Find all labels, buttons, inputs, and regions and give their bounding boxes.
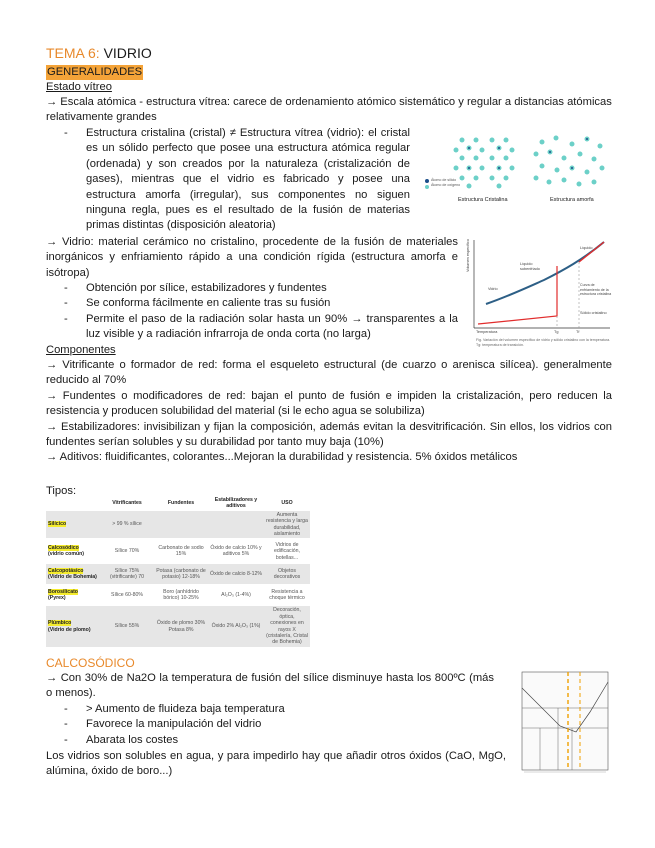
componente-fundentes: → Fundentes o modificadores de red: bajan el punto de fusión e impiden la cristalización, pero reducen la resistencia y producen solubilidad del material (si le echo agua se solubiliza) [46, 389, 612, 418]
title-name: VIDRIO [103, 45, 152, 61]
bullet-list-vidrio [64, 281, 458, 343]
bullet-fluidez: - > Aumento de fluideza baja temperatura [64, 702, 484, 717]
table-cell: Óxido de calcio 10% y aditivos 5% [210, 545, 262, 558]
vol-label-curva: Curva de enfriamiento de la estructura cristalina [580, 283, 612, 297]
vol-label-tg: Tg [554, 330, 559, 334]
table-cell: Óxido 2% Al₂O₃ (1%) [208, 606, 264, 646]
label-crystal: Estructura Cristalina [458, 197, 508, 203]
bullet-list-estructura [64, 126, 410, 234]
legend-silicon: Átomo de silicio [431, 178, 457, 182]
table-cell: Vidrios de edificación, botellas... [274, 541, 300, 561]
amorphous-structure [534, 136, 605, 187]
page-title [46, 45, 152, 62]
subheading-estado-vitreo: Estado vítreo [46, 81, 112, 93]
tipos-table [46, 496, 310, 647]
table-row [46, 564, 310, 584]
table-cell: Sílice 70% [114, 548, 140, 555]
bullet-radiacion: - Permite el paso de la radiación solar hasta un 90% → transparentes a la luz visible y a radiación infrarroja de onda corta (no larga) [64, 312, 458, 343]
vol-label-subenfriado: Líquido subenfriado [520, 262, 540, 271]
table-cell: > 99 % sílice [100, 511, 154, 539]
table-row [46, 511, 310, 539]
legend-oxygen: Átomo de oxígeno [431, 183, 461, 187]
vol-label-tf: Tf [576, 330, 580, 334]
table-cell: Óxido de plomo 30% Potasa 8% [154, 606, 208, 646]
oxygen-atom-icon [425, 185, 429, 189]
section-heading-generalidades: GENERALIDADES [46, 65, 143, 80]
table-cell: Decoración, óptica, conexiones en rayos X (cristalería, Cristal de Bohemia) [264, 606, 310, 646]
phase-diagram-figure [510, 668, 612, 780]
table-row [46, 584, 310, 606]
type-name-cell: Silícico [46, 511, 100, 539]
table-row [46, 538, 310, 564]
header-cell: Fundentes [167, 500, 195, 507]
componente-estabilizadores: → Estabilizadores: invisibilizan y fijan la composición, además evitan la desvitrificación. Sin ellos, los vidrios con fundentes serían solubles y su durabilidad por tanto muy baja (10%) [46, 420, 612, 449]
table-cell [154, 511, 208, 539]
table-row [46, 606, 310, 646]
type-name-cell: Calcopotásico (Vidrio de Bohemia) [46, 564, 100, 584]
type-name-cell: Calcosódico (vidrio común) [48, 545, 85, 558]
vol-label-liquido: Líquido [580, 246, 593, 250]
subheading-componentes: Componentes [46, 344, 116, 356]
vol-label-solido: Sólido cristalino [580, 311, 607, 315]
table-cell [208, 511, 264, 539]
vol-caption: Fig. Variación del volumen específico de vidrio y sólido cristalino con la temperatura. Tg: temperatura de transición. [476, 338, 611, 347]
section-heading-calcosodico: CALCOSÓDICO [46, 656, 135, 670]
label-amorphous: Estructura amorfa [550, 197, 594, 203]
silicon-atom-icon [425, 179, 429, 183]
componente-aditivos: → Aditivos: fluidificantes, colorantes...Mejoran la durabilidad y resistencia. 5% óxidos metálicos [46, 451, 518, 464]
table-cell: Sílice 75% (vitrificante) 70 [100, 564, 154, 584]
table-cell: Boro (anhídrido bórico) 10-25% [163, 589, 199, 602]
paragraph-vidrio: → Vidrio: material cerámico no cristalino, procedente de la fusión de materiales inorgánicos y enfriamiento rápido a una condición rígida (estructura amorfa e isótropa) [46, 236, 458, 279]
type-name-cell: Plúmbico (Vidrio de plomo) [46, 606, 100, 646]
structure-legend [431, 178, 460, 188]
header-cell [46, 496, 100, 511]
paragraph-calcosodico: → Con 30% de Na2O la temperatura de fusión del sílice disminuye hasta los 800ºC (más o menos). [46, 672, 494, 700]
paragraph-escala-atomica: → Escala atómica - estructura vítrea: carece de ordenamiento atómico sistemático y regular a distancias atómicas relativamente grandes [46, 96, 612, 124]
table-cell: Al₂O₃ (1-4%) [221, 592, 251, 599]
table-cell: Óxido de calcio 8-12% [208, 564, 264, 584]
table-cell: Sílice 60-80% [110, 592, 143, 599]
componente-vitrificante: → Vitrificante o formador de red: forma el esqueleto estructural (de cuarzo o arenisca silícea). generalmente reducido al 70% [46, 359, 612, 387]
componentes-list [46, 358, 612, 466]
vol-ylabel: Volumen específico [466, 239, 470, 272]
header-cell: USO [281, 500, 293, 507]
type-name-cell: Borosilicato (Pyrex) [48, 589, 78, 602]
bullet-conforma: - Se conforma fácilmente en caliente tras su fusión [64, 296, 458, 311]
bullet-costes: - Abarata los costes [64, 733, 484, 748]
table-cell: Carbonato de sodio 15% [158, 545, 204, 558]
vol-label-vidrio: Vidrio [488, 287, 498, 291]
crystal-structure [454, 138, 515, 189]
table-header-row [46, 496, 310, 511]
header-cell: Estabilizadores y aditivos [214, 497, 258, 510]
header-cell: Vitrificantes [112, 500, 142, 507]
title-prefix: TEMA 6: [46, 45, 100, 61]
bullet-obtencion: - Obtención por sílice, estabilizadores y fundentes [64, 281, 458, 296]
paragraph-solubles: Los vidrios son solubles en agua, y para impedirlo hay que añadir otros óxidos (CaO, MgO, alúmina, óxido de boro...) [46, 750, 506, 778]
bullet-estructura-cristalina: - Estructura cristalina (cristal) ≠ Estructura vítrea (vidrio): el cristal es un sólido perfecto que posee una estructura atómica regular (ordenada) y son creados por la naturaleza (cristalización de gases), mientras que el vidrio es fabricado y posee una estructura amorfa (irregular), sus componentes no siguen ninguna regla, pues es el resultado de la fusión de materias primas distintas (disposición aleatoria) [64, 126, 410, 234]
table-cell: Objetos decorativos [264, 564, 310, 584]
table-cell: Aumenta resistencia y larga durabilidad, aislamiento [264, 511, 310, 539]
table-cell: Potasa (carbonato de potasio) 12-18% [154, 564, 208, 584]
vol-xlabel: Temperatura [476, 330, 498, 334]
table-cell: Sílice 55% [100, 606, 154, 646]
table-cell: Resistencia a choque térmico [269, 589, 305, 602]
bullet-list-calcosodico [64, 702, 484, 748]
bullet-manipulacion: - Favorece la manipulación del vidrio [64, 717, 484, 732]
tipos-label: Tipos: [46, 485, 77, 497]
